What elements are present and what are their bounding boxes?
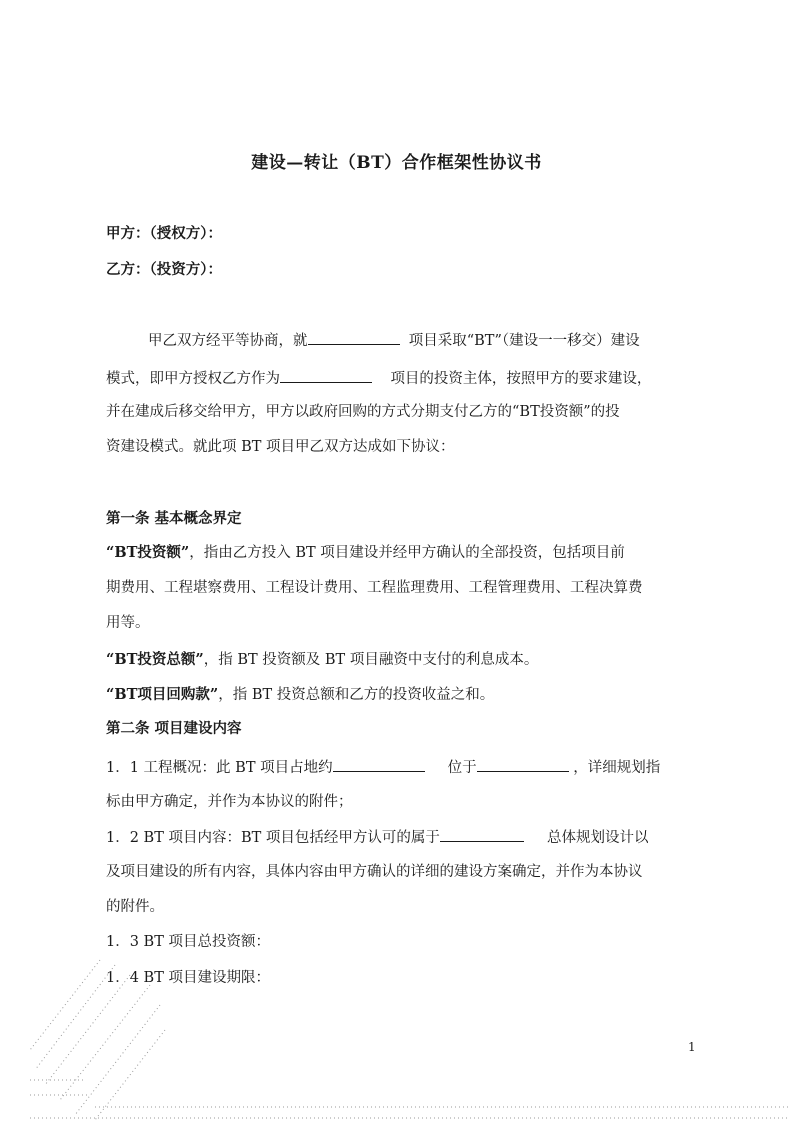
clause-text: ，详细规划指 [573, 760, 661, 776]
clause-text: 1．1 工程概况：此 BT 项目占地约 [106, 760, 333, 776]
definition-text: ，指由乙方投入 BT 项目建设并经甲方确认的全部投资，包括项目前 [189, 545, 625, 561]
party-b-label: 乙方：（投资方）： [106, 261, 222, 278]
clause-1-3: 1．3 BT 项目总投资额： [106, 934, 270, 950]
definition-text: ，指 BT 投资额及 BT 项目融资中支付的利息成本。 [203, 652, 539, 668]
intro-text: 项目采取“BT”（建设一一移交）建设 [408, 333, 640, 349]
clause-1-4: 1．4 BT 项目建设期限： [106, 970, 270, 986]
article-2-heading: 第二条 项目建设内容 [106, 720, 242, 737]
definition-1-line-2: 期费用、工程堪察费用、工程设计费用、工程监理费用、工程管理费用、工程决算费 [106, 580, 643, 596]
article-1-heading: 第一条 基本概念界定 [106, 510, 242, 527]
clause-1-2-line-2: 及项目建设的所有内容，具体内容由甲方确认的详细的建设方案确定，并作为本协议 [106, 864, 643, 880]
definition-term: “BT投资总额” [106, 651, 204, 668]
document-title: 建设—转让（BT）合作框架性协议书 [251, 153, 542, 173]
clause-1-2-line-3: 的附件。 [106, 899, 164, 915]
page-number: 1 [688, 1040, 696, 1054]
intro-text: 项目的投资主体，按照甲方的要求建设， [390, 371, 652, 387]
definition-term: “BT投资额” [106, 544, 190, 561]
intro-line-3: 并在建成后移交给甲方，甲方以政府回购的方式分期支付乙方的“BT投资额”的投 [106, 404, 620, 420]
party-a-label: 甲方：（授权方）： [106, 225, 222, 242]
definition-text: ，指 BT 投资总额和乙方的投资收益之和。 [218, 687, 495, 703]
clause-text: 1．2 BT 项目内容：BT 项目包括经甲方认可的属于 [106, 830, 440, 846]
intro-line-4: 资建设模式。就此项 BT 项目甲乙双方达成如下协议： [106, 439, 455, 455]
clause-text: 总体规划设计以 [546, 830, 649, 846]
intro-text: 模式，即甲方授权乙方作为 [106, 371, 280, 387]
definition-term: “BT项目回购款” [106, 686, 219, 703]
intro-text: 甲乙双方经平等协商，就 [148, 333, 308, 349]
clause-1-1-line-2: 标由甲方确定，并作为本协议的附件； [106, 794, 353, 810]
definition-1-line-3: 用等。 [106, 615, 150, 631]
clause-text: 位于 [447, 760, 477, 776]
